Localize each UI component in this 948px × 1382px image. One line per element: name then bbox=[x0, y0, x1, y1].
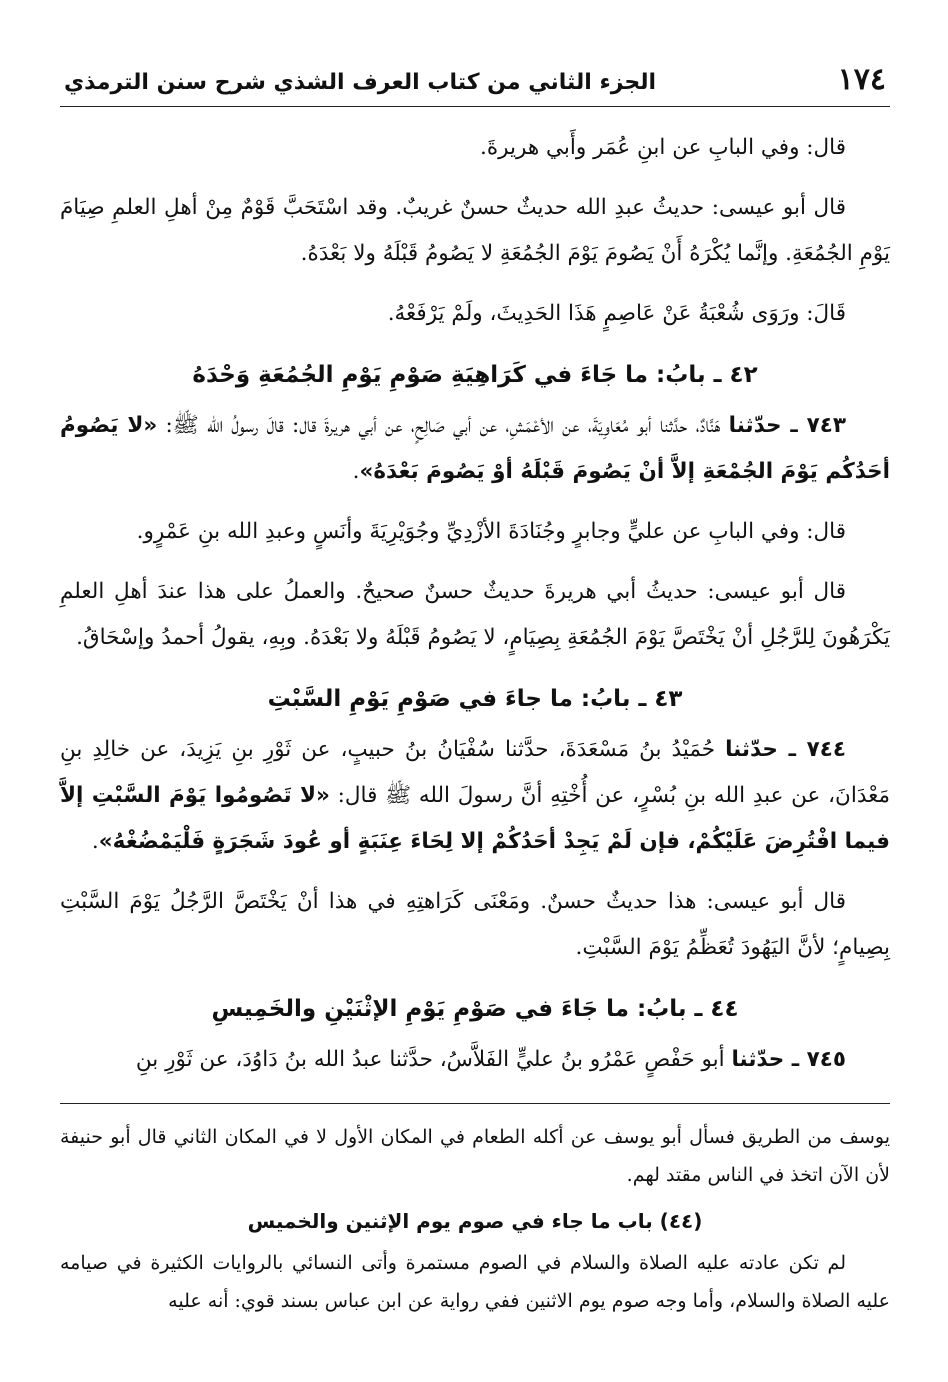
chapter-heading-43: ٤٣ ـ بابُ: ما جاءَ في صَوْمِ يَوْمِ السَّبْتِ bbox=[267, 686, 683, 712]
paragraph: قال أبو عيسى: حديثُ عبدِ الله حديثٌ حسنٌ غريبٌ. وقد اسْتَحَبَّ قَوْمٌ مِنْ أهلِ العلمِ صِيَامَ يَوْمِ الجُمُعَةِ. وإنَّما يُكْرَهُ أَنْ يَصُومَ يَوْمَ الجُمُعَةِ لا يَصُومُ قَبْلَهُ ولا بَعْدَهُ. bbox=[60, 195, 890, 266]
hadith-745 bbox=[60, 1037, 890, 1083]
page-number: ١٧٤ bbox=[837, 62, 886, 97]
hadith-743 bbox=[60, 403, 890, 495]
footnote-heading: (٤٤) باب ما جاء في صوم يوم الإثنين والخميس bbox=[247, 1209, 703, 1233]
hadith-end: . bbox=[91, 829, 99, 854]
hadith-quote: «لا يَصُومُ أحَدُكُم يَوْمَ الجُمْعَةِ إلاَّ أنْ يَصُومَ قَبْلَهُ أوْ يَصُومَ بَعْدَهُ» bbox=[60, 413, 890, 484]
hadith-number: ٧٤٣ ـ حدّثنا bbox=[728, 413, 846, 438]
hadith-number: ٧٤٥ ـ حدّثنا bbox=[731, 1047, 846, 1072]
book-title: الجزء الثاني من كتاب العرف الشذي شرح سنن الترمذي bbox=[64, 70, 657, 95]
hadith-744 bbox=[60, 727, 890, 865]
hadith-quote: «لا تَصُومُوا يَوْمَ السَّبْتِ إلاَّ فيما افْتُرِضَ عَلَيْكُمْ، فإن لَمْ يَجِدْ أحَدُكُمْ إلا لِحَاءَ عِنَبَةٍ أو عُودَ شَجَرَةٍ فَلْيَمْضُغْهُ» bbox=[60, 783, 890, 854]
footnote-paragraph: لم تكن عادته عليه الصلاة والسلام في الصوم مستمرة وأتى النسائي بالروايات الكثيرة في صيامه عليه الصلاة والسلام، وأما وجه صوم يوم الاثنين ففي رواية عن ابن عباس بسند قوي: أنه عليه bbox=[60, 1252, 890, 1312]
paragraph: قال: وفي البابِ عن ابنِ عُمَر وأَبي هريرةَ. bbox=[480, 135, 846, 160]
footnote-paragraph: يوسف من الطريق فسأل أبو يوسف عن أكله الطعام في المكان الأول لا في المكان الثاني قال أبو حنيفة لأن الآن اتخذ في الناس مقتد لهم. bbox=[60, 1126, 890, 1186]
hadith-chain: حُمَيْدُ بنُ مَسْعَدَةَ، حدَّثنا سُفْيَانُ بنُ حبيبٍ، عن ثَوْرِ بنِ يَزِيدَ، عن خالِدِ بنِ مَعْدَانَ، عن عبدِ الله بنِ بُسْرٍ، عن أُخْتِهِ أنَّ رسولَ الله ﷺ قال: bbox=[60, 737, 890, 808]
paragraph: قَالَ: ورَوَى شُعْبَةُ عَنْ عَاصِمٍ هَذَا الحَدِيثَ، ولَمْ يَرْفَعْهُ. bbox=[387, 301, 846, 326]
paragraph: قال: وفي البابِ عن عليٍّ وجابرٍ وجُنَادَةَ الأزْدِيِّ وجُوَيْرِيَةَ وأنَسٍ وعبدِ الله بنِ عَمْرٍو. bbox=[136, 519, 846, 544]
paragraph: قال أبو عيسى: حديثُ أبي هريرةَ حديثٌ حسنٌ صحيحٌ. والعملُ على هذا عندَ أهلِ العلمِ يَكْرَهُونَ لِلرَّجُلِ أنْ يَخْتَصَّ يَوْمَ الجُمُعَةِ بِصِيَامٍ، لا يَصُومُ قَبْلَهُ ولا بَعْدَهُ. وبِهِ، يقولُ أحمدُ وإسْحَاقُ. bbox=[60, 579, 890, 650]
hadith-chain: هَنَّادٌ، حدَّثنا أبو مُعَاوِيَةَ، عن الأعْمَشِ، عن أبي صَالِحٍ، عن أبي هريرةَ قال: قالَ رسولُ الله ﷺ: bbox=[157, 413, 729, 438]
hadith-end: . bbox=[352, 459, 360, 484]
chapter-heading-42: ٤٢ ـ بابُ: ما جَاءَ في كَرَاهِيَةِ صَوْمِ يَوْمِ الجُمُعَةِ وَحْدَهُ bbox=[192, 362, 758, 388]
paragraph: قال أبو عيسى: هذا حديثٌ حسنٌ. ومَعْنَى كَرَاهتِهِ في هذا أنْ يَخْتَصَّ الرَّجُلُ يَوْمَ السَّبْتِ بِصِيامٍ؛ لأنَّ اليَهُودَ تُعَظِّمُ يَوْمَ السَّبْتِ. bbox=[60, 889, 890, 960]
main-text bbox=[60, 107, 890, 1083]
hadith-number: ٧٤٤ ـ حدّثنا bbox=[725, 737, 846, 762]
running-header bbox=[60, 62, 890, 107]
chapter-heading-44: ٤٤ ـ بابُ: ما جَاءَ في صَوْمِ يَوْمِ الإثْنَيْنِ والخَمِيسِ bbox=[211, 996, 739, 1022]
hadith-chain: أبو حَفْصٍ عَمْرُو بنُ عليٍّ الفَلاَّسُ، حدَّثنا عبدُ الله بنُ دَاوُدَ، عن ثَوْرِ بنِ bbox=[135, 1047, 732, 1072]
footnotes bbox=[60, 1104, 890, 1320]
